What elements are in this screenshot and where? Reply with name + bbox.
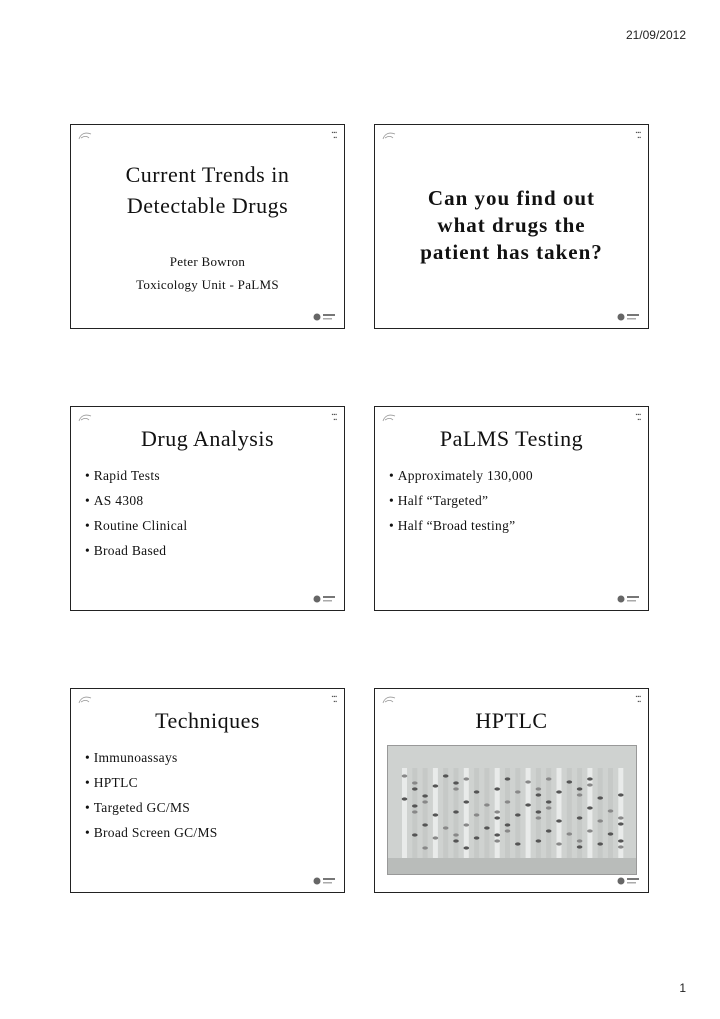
plate-spot — [608, 809, 614, 812]
slide-title: HPTLC — [475, 708, 548, 733]
plate-spot — [412, 804, 418, 807]
plate-lane — [464, 768, 469, 858]
plate-spot — [577, 816, 583, 819]
plate-lane — [577, 768, 582, 858]
list-item: • Half “Broad testing” — [389, 513, 533, 538]
page-number: 1 — [679, 981, 686, 995]
plate-spot — [546, 829, 552, 832]
corner-logo-icon — [381, 130, 397, 142]
plate-spot — [556, 842, 562, 845]
plate-spot — [412, 833, 418, 836]
list-item: • AS 4308 — [85, 488, 187, 513]
plate-spot — [484, 803, 490, 806]
plate-spot — [515, 790, 521, 793]
plate-spot — [422, 823, 428, 826]
plate-spot — [567, 780, 573, 783]
plate-spot — [443, 826, 449, 829]
plate-spot — [422, 800, 428, 803]
health-logo-icon — [617, 876, 641, 886]
plate-spot — [577, 787, 583, 790]
list-item: • Routine Clinical — [85, 513, 187, 538]
plate-lane — [484, 768, 489, 858]
slide-1[interactable] — [70, 124, 345, 329]
plate-lane — [402, 768, 407, 858]
bullet-list — [85, 745, 218, 845]
plate-spot — [536, 816, 542, 819]
list-item: • Targeted GC/MS — [85, 795, 218, 820]
page-date: 21/09/2012 — [625, 28, 686, 42]
plate-spot — [505, 829, 511, 832]
plate-spot — [618, 845, 624, 848]
plate-spot — [577, 793, 583, 796]
plate-spot — [412, 810, 418, 813]
list-item: • Half “Targeted” — [389, 488, 533, 513]
plate-lane — [433, 768, 438, 858]
plate-lane — [587, 768, 592, 858]
author-name: Peter Bowron — [169, 254, 246, 269]
plate-spot — [608, 832, 614, 835]
plate-spot — [525, 780, 531, 783]
list-item: • Approximately 130,000 — [389, 463, 533, 488]
plate-spot — [597, 819, 603, 822]
hptlc-plate-image — [387, 745, 637, 875]
pathology-brand-logo: ▪▪▪ ▪▪ — [331, 130, 337, 141]
corner-logo-icon — [77, 130, 93, 142]
plate-spot — [597, 796, 603, 799]
plate-spot — [453, 833, 459, 836]
plate-spot — [464, 846, 470, 849]
plate-spot — [402, 774, 408, 777]
slide-4[interactable] — [374, 406, 649, 611]
plate-spot — [494, 787, 500, 790]
plate-spot — [556, 819, 562, 822]
plate-spot — [474, 836, 480, 839]
corner-logo-icon — [77, 412, 93, 424]
plate-lanes — [388, 746, 636, 874]
plate-lane — [618, 768, 623, 858]
pathology-brand-logo: ▪▪▪ ▪▪ — [635, 412, 641, 423]
plate-lane — [546, 768, 551, 858]
plate-spot — [567, 832, 573, 835]
plate-spot — [402, 797, 408, 800]
plate-spot — [433, 813, 439, 816]
list-item: • Immunoassays — [85, 745, 218, 770]
plate-spot — [618, 839, 624, 842]
plate-spot — [515, 813, 521, 816]
health-logo-icon — [313, 876, 337, 886]
plate-spot — [433, 784, 439, 787]
slide-3[interactable] — [70, 406, 345, 611]
plate-lane — [474, 768, 479, 858]
slide-6[interactable] — [374, 688, 649, 893]
plate-spot — [577, 845, 583, 848]
slide-title-line-2: Detectable Drugs — [126, 193, 289, 218]
plate-spot — [597, 842, 603, 845]
plate-spot — [505, 823, 511, 826]
plate-spot — [494, 816, 500, 819]
plate-spot — [618, 793, 624, 796]
plate-spot — [474, 813, 480, 816]
plate-spot — [474, 790, 480, 793]
corner-logo-icon — [381, 694, 397, 706]
plate-spot — [546, 777, 552, 780]
plate-lane — [608, 768, 613, 858]
corner-logo-icon — [77, 694, 93, 706]
plate-spot — [525, 803, 531, 806]
health-logo-icon — [313, 312, 337, 322]
pathology-brand-logo: ▪▪▪ ▪▪ — [331, 412, 337, 423]
list-item: • Rapid Tests — [85, 463, 187, 488]
plate-spot — [494, 839, 500, 842]
plate-spot — [494, 810, 500, 813]
author-unit: Toxicology Unit - PaLMS — [136, 277, 279, 292]
question-line-2: what drugs the — [437, 213, 586, 237]
plate-spot — [412, 787, 418, 790]
plate-spot — [422, 846, 428, 849]
plate-spot — [443, 774, 449, 777]
plate-lane — [423, 768, 428, 858]
list-item: • HPTLC — [85, 770, 218, 795]
slide-title: PaLMS Testing — [439, 426, 584, 451]
plate-spot — [556, 790, 562, 793]
plate-spot — [587, 777, 593, 780]
plate-spot — [587, 783, 593, 786]
plate-spot — [484, 826, 490, 829]
plate-spot — [536, 839, 542, 842]
list-item: • Broad Based — [85, 538, 187, 563]
plate-spot — [587, 806, 593, 809]
question-line-1: Can you find out — [427, 186, 596, 210]
plate-spot — [453, 810, 459, 813]
plate-spot — [618, 816, 624, 819]
slide-2[interactable] — [374, 124, 649, 329]
health-logo-icon — [313, 594, 337, 604]
slide-title: Techniques — [155, 708, 260, 733]
plate-spot — [587, 829, 593, 832]
corner-logo-icon — [381, 412, 397, 424]
pathology-brand-logo: ▪▪▪ ▪▪ — [331, 694, 337, 705]
plate-spot — [453, 781, 459, 784]
plate-spot — [453, 787, 459, 790]
plate-spot — [536, 787, 542, 790]
plate-spot — [536, 793, 542, 796]
bullet-list — [389, 463, 533, 538]
plate-spot — [618, 822, 624, 825]
pathology-brand-logo: ▪▪▪ ▪▪ — [635, 694, 641, 705]
plate-spot — [505, 800, 511, 803]
health-logo-icon — [617, 312, 641, 322]
bullet-list — [85, 463, 187, 563]
plate-spot — [464, 823, 470, 826]
question-line-3: patient has taken? — [420, 240, 603, 264]
plate-lane — [505, 768, 510, 858]
plate-spot — [453, 839, 459, 842]
plate-spot — [577, 839, 583, 842]
plate-spot — [433, 836, 439, 839]
plate-spot — [422, 794, 428, 797]
plate-spot — [505, 777, 511, 780]
plate-spot — [536, 810, 542, 813]
plate-spot — [412, 781, 418, 784]
plate-spot — [464, 800, 470, 803]
health-logo-icon — [617, 594, 641, 604]
plate-spot — [546, 800, 552, 803]
slide-title-line-1: Current Trends in — [125, 162, 290, 187]
plate-spot — [494, 833, 500, 836]
slide-5[interactable] — [70, 688, 345, 893]
slide-title: Drug Analysis — [141, 426, 274, 451]
pathology-brand-logo: ▪▪▪ ▪▪ — [635, 130, 641, 141]
plate-spot — [515, 842, 521, 845]
plate-spot — [464, 777, 470, 780]
list-item: • Broad Screen GC/MS — [85, 820, 218, 845]
plate-spot — [546, 806, 552, 809]
plate-lane — [443, 768, 448, 858]
